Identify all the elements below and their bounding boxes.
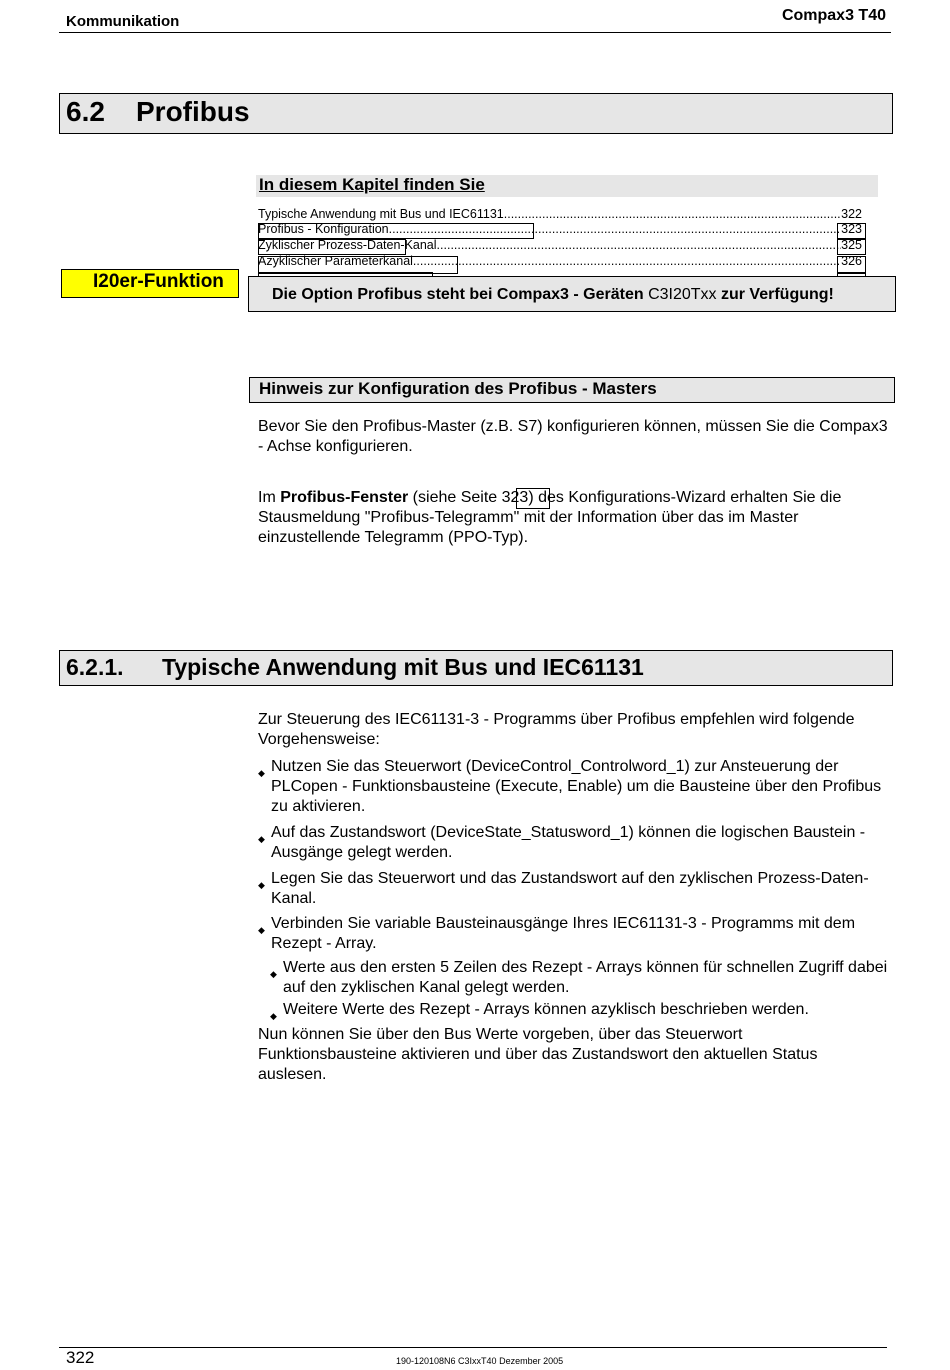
text: Im <box>258 489 281 506</box>
list-item-text: Nutzen Sie das Steuerwort (DeviceControl_Controlword_1) zur Ansteuerung der PLCopen - Funktionsbausteine (Execute, Enable) um die Bausteine über den Profibus zu aktivieren. <box>271 758 882 815</box>
toc-link-frame[interactable] <box>258 223 534 239</box>
option-note <box>272 286 834 304</box>
toc-entry-page[interactable]: 323 <box>841 222 862 236</box>
margin-label: I20er-Funktion <box>93 271 224 292</box>
footer-page-number: 322 <box>66 1348 95 1367</box>
toc-link-frame[interactable] <box>258 239 406 255</box>
toc-leader <box>504 207 841 222</box>
text: (siehe Seite <box>408 489 502 506</box>
toc-entry-label[interactable]: Profibus - Konfiguration <box>258 222 389 236</box>
subsection-outro: Nun können Sie über den Bus Werte vorgeben, über das Steuerwort Funktionsbausteine aktivieren und über das Zustandswort den aktuellen Status auslesen. <box>258 1026 818 1083</box>
option-note-text-end: zur Verfügung! <box>716 286 834 303</box>
diamond-bullet-icon: ◆ <box>258 880 265 890</box>
toc-entry-page[interactable]: 325 <box>841 238 862 252</box>
subsection-title: Typische Anwendung mit Bus und IEC61131 <box>162 654 644 680</box>
toc-leader <box>437 238 842 253</box>
list-item <box>258 914 871 954</box>
toc-heading: In diesem Kapitel finden Sie <box>259 175 485 194</box>
list-item-text: Verbinden Sie variable Bausteinausgänge Ihres IEC61131-3 - Programms mit dem Rezept - Array. <box>271 915 856 952</box>
list-item <box>258 757 886 817</box>
page-reference-frame[interactable] <box>516 488 550 509</box>
header-product: Compax3 T40 <box>781 7 886 24</box>
toc-entry-label[interactable]: Azyklischer Parameterkanal <box>258 254 413 268</box>
list-item <box>258 823 871 863</box>
toc-entry-page[interactable]: 322 <box>841 207 862 221</box>
sub-list-item <box>270 1000 888 1021</box>
header-chapter: Kommunikation <box>66 13 180 30</box>
page-reference-link[interactable]: 323 <box>501 489 529 506</box>
list-item-text: Weitere Werte des Rezept - Arrays können azyklisch beschrieben werden. <box>283 1001 809 1018</box>
list-item-text: Auf das Zustandswort (DeviceState_Statusword_1) können die logischen Baustein - Ausgänge gelegt werden. <box>271 824 866 861</box>
text: ) des Konfigurations-Wizard erhalten Sie die Stausmeldung "Profibus-Telegramm" mit der Information über das im Master einzustellende Telegramm (PPO-Typ). <box>258 489 842 546</box>
footer-document-id: 190-120108N6 C3IxxT40 Dezember 2005 <box>396 1356 564 1366</box>
list-item <box>258 869 871 909</box>
diamond-bullet-icon: ◆ <box>270 1011 277 1021</box>
toc-entry-label[interactable]: Typische Anwendung mit Bus und IEC61131 <box>258 207 504 221</box>
footer-divider <box>59 1347 887 1348</box>
diamond-bullet-icon: ◆ <box>258 768 265 778</box>
subsection-intro: Zur Steuerung des IEC61131-3 - Programms über Profibus empfehlen wird folgende Vorgehensweise: <box>258 711 855 748</box>
subsection-number: 6.2.1. <box>66 654 124 680</box>
hint-heading: Hinweis zur Konfiguration des Profibus - Masters <box>259 379 657 398</box>
toc-entry[interactable] <box>258 207 862 222</box>
hint-paragraph: Bevor Sie den Profibus-Master (z.B. S7) konfigurieren können, müssen Sie die Compax3 - Achse konfigurieren. <box>258 418 888 455</box>
toc-entry-label[interactable]: Zyklischer Prozess-Daten-Kanal <box>258 238 437 252</box>
section-title: Profibus <box>136 96 250 127</box>
profibus-window-term: Profibus-Fenster <box>280 489 409 506</box>
sub-list-item <box>270 958 888 998</box>
section-number: 6.2 <box>66 96 105 127</box>
diamond-bullet-icon: ◆ <box>258 834 265 844</box>
diamond-bullet-icon: ◆ <box>270 969 277 979</box>
toc-page-link-frame[interactable] <box>837 223 866 239</box>
list-item-text: Legen Sie das Steuerwort und das Zustandswort auf den zyklischen Prozess-Daten-Kanal. <box>271 870 869 907</box>
option-note-device: C3I20Txx <box>648 286 717 303</box>
header-divider <box>59 32 891 33</box>
diamond-bullet-icon: ◆ <box>258 925 265 935</box>
option-note-text: Die Option Profibus steht bei Compax3 - Geräten <box>272 286 649 303</box>
toc-page-link-frame[interactable] <box>837 239 866 255</box>
toc-leader <box>413 254 841 269</box>
list-item-text: Werte aus den ersten 5 Zeilen des Rezept - Arrays können für schnellen Zugriff dabei auf den zyklischen Kanal gelegt werden. <box>283 959 888 996</box>
toc-entry-page[interactable]: 326 <box>841 254 862 268</box>
hint-paragraph-2 <box>258 488 898 548</box>
